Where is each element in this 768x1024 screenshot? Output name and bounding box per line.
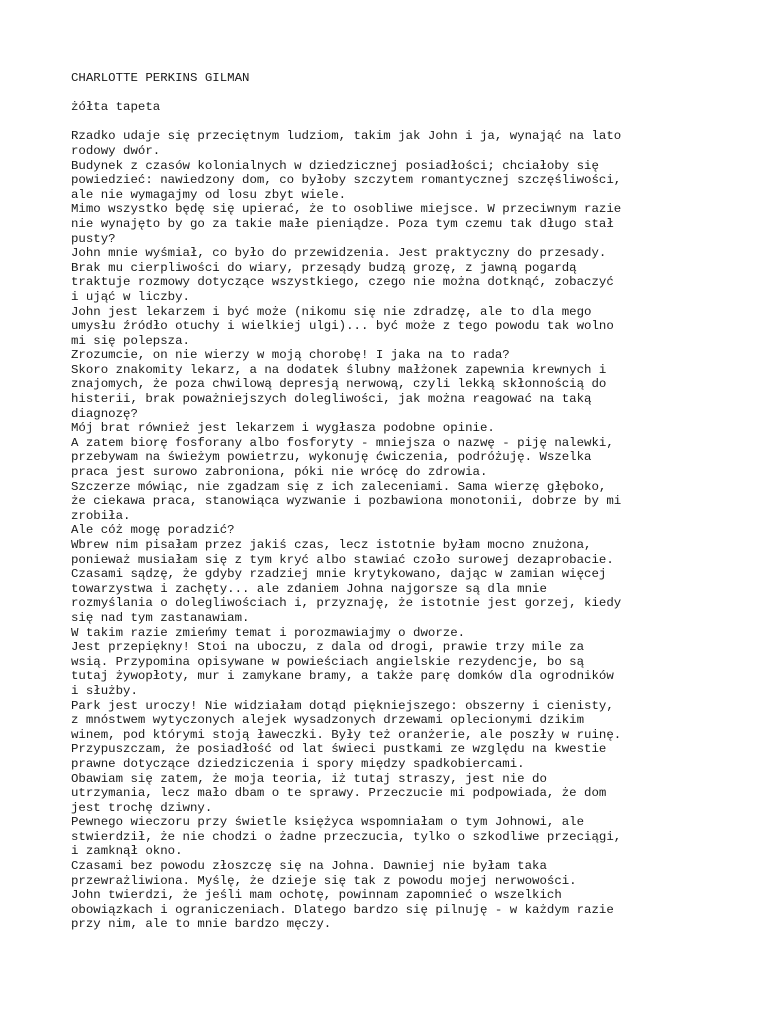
paragraph: Ale cóż mogę poradzić? xyxy=(71,523,235,538)
body-text xyxy=(71,129,741,932)
paragraph: Czasami sądzę, że gdyby rzadziej mnie krytykowano, dając w zamian więcej towarzystwa i zachęty... ale zdaniem Johna najgorsze są dla mnie rozmyślania o dolegliwościach i, przyznaję, że istotnie jest gorzej, kiedy się nad tym zastanawiam. xyxy=(71,567,622,625)
paragraph: A zatem biorę fosforany albo fosforyty - mniejsza o nazwę - piję nalewki, przebywam na świeżym powietrzu, wykonuję ćwiczenia, podróżuję. Wszelka praca jest surowo zabroniona, póki nie wrócę do zdrowia. xyxy=(71,435,614,480)
paragraph: Zrozumcie, on nie wierzy w moją chorobę! I jaka na to rada? xyxy=(71,348,510,363)
paragraph: Przypuszczam, że posiadłość od lat świeci pustkami ze względu na kwestie prawne dotyczące dziedziczenia i spory między spadkobiercami. xyxy=(71,742,607,771)
paragraph: John jest lekarzem i być może (nikomu się nie zdradzę, ale to dla mego umysłu źródło otuchy i wielkiej ulgi)... być może z tego powodu tak wolno mi się polepsza. xyxy=(71,304,614,348)
paragraph: Obawiam się zatem, że moja teoria, iż tutaj straszy, jest nie do utrzymania, lecz mało dbam o te sprawy. Przeczucie mi podpowiada, że dom jest trochę dziwny. xyxy=(71,771,607,815)
paragraph: Rzadko udaje się przeciętnym ludziom, takim jak John i ja, wynająć na lato rodowy dwór. xyxy=(71,129,622,158)
paragraph: John twierdzi, że jeśli mam ochotę, powinnam zapomnieć o wszelkich obowiązkach i ograniczeniach. Dlatego bardzo się pilnuję - w każdym razie przy nim, ale to mnie bardzo męczy. xyxy=(71,888,614,932)
paragraph: Skoro znakomity lekarz, a na dodatek ślubny małżonek zapewnia krewnych i znajomych, że poza chwilową depresją nerwową, czyli lekką skłonnością do histerii, brak poważniejszych dolegliwości, jak można reagować na taką diagnozę? xyxy=(71,362,607,421)
paragraph: Mimo wszystko będę się upierać, że to osobliwe miejsce. W przeciwnym razie nie wynajęto by go za takie małe pieniądze. Poza tym czemu tak długo stał pusty? xyxy=(71,202,622,246)
paragraph: Pewnego wieczoru przy świetle księżyca wspomniałam o tym Johnowi, ale stwierdził, że nie chodzi o żadne przeczucia, tylko o szkodliwe przeciągi, i zamknął okno. xyxy=(71,815,622,859)
paragraph: W takim razie zmieńmy temat i porozmawiajmy o dworze. xyxy=(71,625,466,640)
paragraph: John mnie wyśmiał, co było do przewidzenia. Jest praktyczny do przesady. Brak mu cierpliwości do wiary, przesądy budzą grozę, z jawną pogardą traktuje rozmowy dotyczące wszystkiego, czego nie można dotknąć, zobaczyć i ująć w liczby. xyxy=(71,246,614,304)
author-name: CHARLOTTE PERKINS GILMAN xyxy=(71,71,250,85)
document-page xyxy=(71,71,741,932)
document-title: żółta tapeta xyxy=(71,100,161,115)
paragraph: Czasami bez powodu złoszczę się na Johna. Dawniej nie byłam taka przewrażliwiona. Myślę, że dzieje się tak z powodu mojej nerwowości. xyxy=(71,859,577,888)
paragraph: Budynek z czasów kolonialnych w dziedzicznej posiadłości; chciałoby się powiedzieć: nawiedzony dom, co byłoby szczytem romantycznej szczęśliwości, ale nie wymagajmy od losu zbyt wiele. xyxy=(71,158,622,202)
paragraph: Park jest uroczy! Nie widziałam dotąd piękniejszego: obszerny i cienisty, z mnóstwem wytyczonych alejek wysadzonych drzewami oplecionymi dzikim winem, pod którymi stoją ławeczki. Były też oranżerie, ale poszły w ruinę. xyxy=(71,698,622,742)
paragraph: Mój brat również jest lekarzem i wygłasza podobne opinie. xyxy=(71,421,495,436)
paragraph: Szczerze mówiąc, nie zgadzam się z ich zaleceniami. Sama wierzę głęboko, że ciekawa praca, stanowiąca wyzwanie i pozbawiona monotonii, dobrze by mi zrobiła. xyxy=(71,479,622,523)
paragraph: Jest przepiękny! Stoi na uboczu, z dala od drogi, prawie trzy mile za wsią. Przypomina opisywane w powieściach angielskie rezydencje, bo są tutaj żywopłoty, mur i zamykane bramy, a także parę domków dla ogrodników i służby. xyxy=(71,640,614,698)
paragraph: Wbrew nim pisałam przez jakiś czas, lecz istotnie byłam mocno znużona, ponieważ musiałam się z tym kryć albo stawiać czoło surowej dezaprobacie. xyxy=(71,538,614,567)
